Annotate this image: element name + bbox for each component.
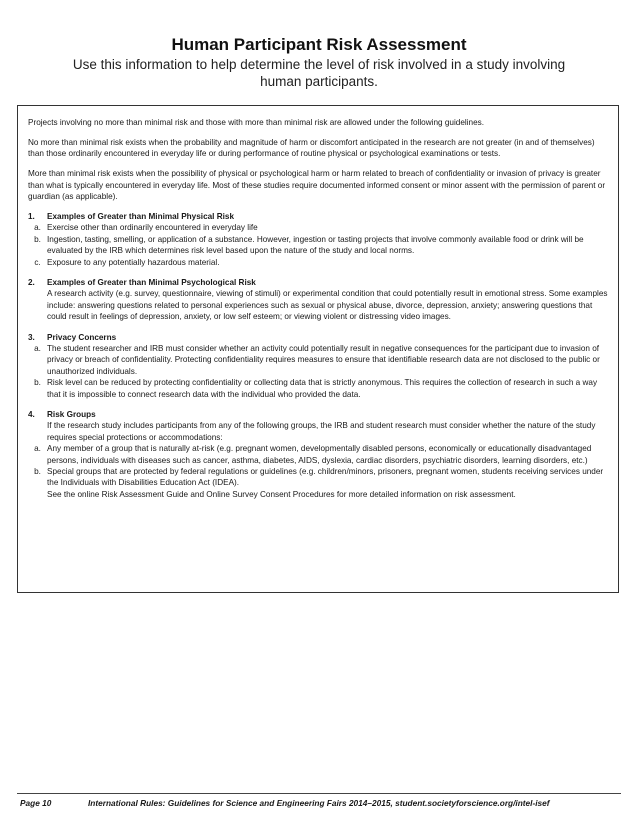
item-text: Ingestion, tasting, smelling, or application of a substance. However, ingestion or tasting projects that involve commonly available food or drink will be evaluated by the IRB which determines risk level based upon the nature of the study and local norms. (47, 234, 584, 256)
intro-paragraph: More than minimal risk exists when the possibility of physical or psychological harm or harm related to breach of confidentiality or invasion of privacy is greater than what is typically encountered in everyday life. Most of these studies require documented informed consent or minor assent with the permission of parent or guardian (as applicable). (28, 169, 606, 202)
item-text: Exposure to any potentially hazardous material. (47, 257, 220, 267)
intro-paragraph: Projects involving no more than minimal risk and those with more than minimal risk are allowed under the following guidelines. (28, 118, 484, 127)
section-title: Examples of Greater than Minimal Physical Risk (47, 211, 235, 221)
section-physical-risk (28, 211, 608, 268)
item-letter: b. (34, 378, 41, 388)
section-title: Examples of Greater than Minimal Psychological Risk (47, 277, 256, 287)
section-privacy-concerns (28, 332, 608, 400)
item-letter: c. (34, 257, 41, 267)
section-number: 3. (28, 332, 35, 342)
section-heading (28, 211, 608, 222)
page-footer (20, 798, 620, 808)
section-number: 1. (28, 211, 35, 221)
footer-text: International Rules: Guidelines for Science and Engineering Fairs 2014–2015, student.societyforscience.org/intel-isef (88, 798, 550, 808)
section-heading (28, 409, 608, 420)
section-title: Privacy Concerns (47, 332, 117, 342)
list-item (28, 257, 608, 268)
list-item (28, 343, 608, 377)
intro-paragraph: No more than minimal risk exists when the probability and magnitude of harm or discomfort anticipated in the research are not greater (in and of themselves) than those ordinarily encountered in everyday life or during performance of routine physical or psychological examinations or tests. (28, 137, 595, 159)
list-item (28, 443, 608, 466)
section-risk-groups (28, 409, 608, 500)
section-heading (28, 277, 608, 288)
section-closing: See the online Risk Assessment Guide and Online Survey Consent Procedures for more detailed information on risk assessment. (47, 489, 516, 499)
page-title: Human Participant Risk Assessment (171, 35, 467, 54)
item-letter: a. (34, 344, 41, 353)
section-body: A research activity (e.g. survey, questionnaire, viewing of stimuli) or experimental condition that could potentially result in emotional stress. Some examples include: answering questions related to personal experiences such as sexual or physical abuse, divorce, depression, anxiety; answering questions that could result in feelings of depression, anxiety, or low self esteem; or viewing violent or distressing video images. (47, 289, 608, 322)
section-title: Risk Groups (47, 410, 96, 420)
section-number: 4. (28, 410, 35, 420)
section-heading (28, 332, 608, 343)
item-letter: b. (34, 234, 41, 244)
item-letter: b. (34, 467, 41, 477)
list-item (28, 377, 608, 400)
footer-divider (17, 793, 621, 794)
section-psychological-risk (28, 277, 608, 323)
item-text: Special groups that are protected by federal regulations or guidelines (e.g. children/minors, prisoners, pregnant women, students receiving services under the Individuals with Disabilities Education Act (IDEA). (47, 467, 604, 488)
list-item (28, 234, 608, 257)
page-subtitle: Use this information to help determine the level of risk involved in a study involving human participants. (72, 57, 566, 89)
item-letter: a. (34, 444, 41, 454)
section-number: 2. (28, 277, 35, 287)
item-letter: a. (34, 223, 41, 233)
item-text: The student researcher and IRB must consider whether an activity could potentially result in negative consequences for the participant due to invasion of privacy or breach of confidentiality. Protecting confidentiality requires measures to ensure that identifiable research data are not disclosed to the public or unauthorized individuals. (47, 344, 600, 376)
page-number: Page 10 (20, 798, 52, 808)
item-text: Exercise other than ordinarily encountered in everyday life (47, 223, 258, 233)
item-text: Any member of a group that is naturally at-risk (e.g. pregnant women, developmentally disabled persons, economically or educationally disadvantaged persons, individuals with diseases such as cancer, asthma, diabetes, AIDS, dyslexia, cardiac disorders, psychiatric disorders, learning disorders, etc.) (47, 444, 592, 465)
item-text: Risk level can be reduced by protecting confidentiality or collecting data that is strictly anonymous. This requires the collection of research in such a way that it is impossible to connect research data with the individual who provided the data. (47, 378, 598, 399)
section-body: If the research study includes participants from any of the following groups, the IRB and student research must consider whether the nature of the study requires special protections or accommodations: (47, 421, 596, 442)
list-item (28, 222, 608, 233)
list-item (28, 466, 608, 489)
guidelines-box (17, 105, 619, 593)
